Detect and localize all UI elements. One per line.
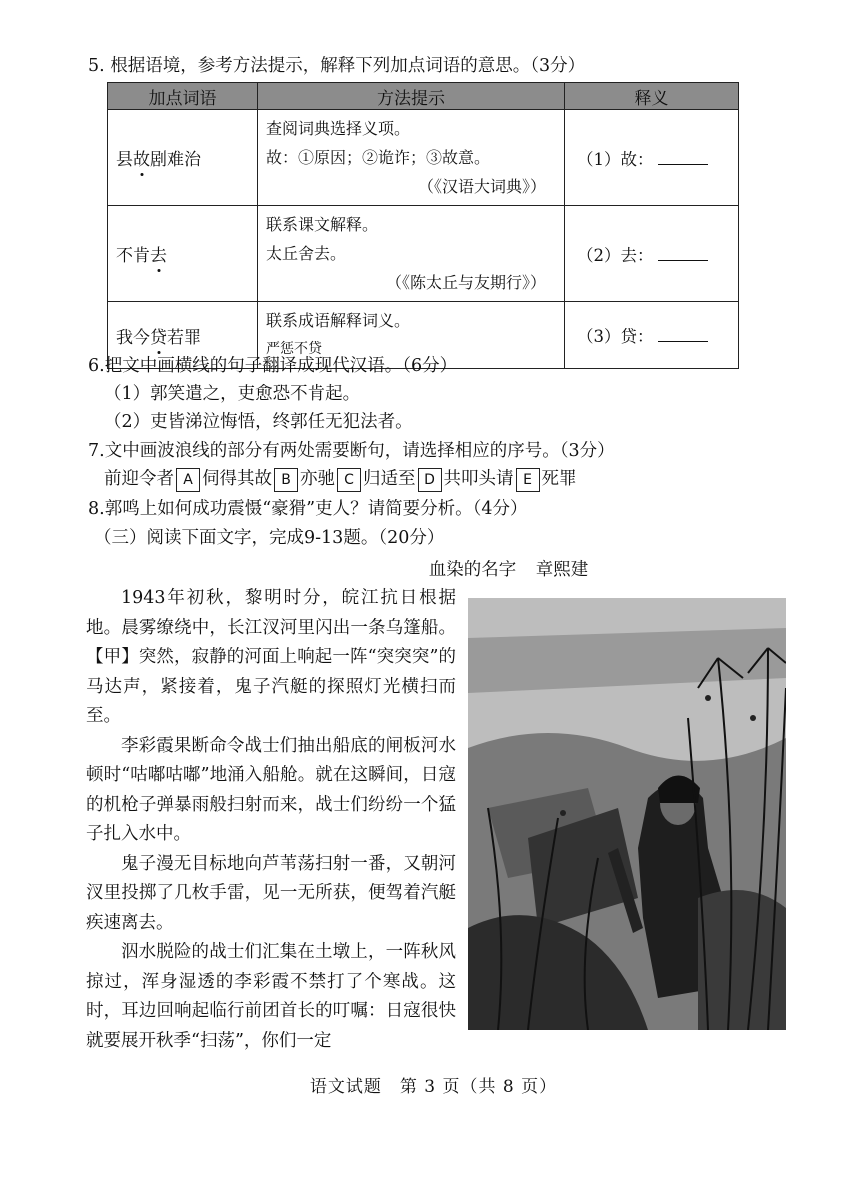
story-author: 章熙建	[535, 560, 589, 580]
story-body	[86, 584, 456, 1056]
break-box-b[interactable]: B	[274, 468, 298, 492]
q7-stem: 7.文中画波浪线的部分有两处需要断句，请选择相应的序号。（3分）	[88, 441, 615, 461]
story-illustration	[468, 598, 786, 1030]
break-box-e[interactable]: E	[516, 468, 540, 492]
q5-table	[107, 82, 739, 369]
answer-cell-3: （3）贷：	[565, 302, 739, 369]
header-word: 加点词语	[108, 83, 258, 110]
answer-blank-2[interactable]	[658, 246, 708, 261]
word-cell-1: 县故剧难治	[108, 110, 258, 206]
method-cell-3: 联系成语解释词义。 严惩不贷	[258, 302, 565, 369]
q5-stem: 5. 根据语境，参考方法提示，解释下列加点词语的意思。（3分）	[88, 56, 586, 76]
story-title: 血染的名字	[428, 560, 517, 580]
story-paragraph: 1943年初秋，黎明时分，皖江抗日根据地。晨雾缭绕中，长江汊河里闪出一条乌篷船。【甲】突然，寂静的河面上响起一阵“突突突”的马达声，紧接着，鬼子汽艇的探照灯光横扫而至。	[86, 588, 456, 726]
header-method: 方法提示	[258, 83, 565, 110]
story-paragraph: 李彩霞果断命令战士们抽出船底的闸板河水顿时“咕嘟咕嘟”地涌入船舱。就在这瞬间，日寇的机枪子弹暴雨般扫射而来，战士们纷纷一个猛子扎入水中。	[86, 735, 456, 844]
q6-stem: 6.把文中画横线的句子翻译成现代汉语。（6分）	[88, 356, 458, 376]
header-meaning: 释义	[565, 83, 739, 110]
method-cell-2: 联系课文解释。 太丘舍去。 （《陈太丘与友期行》）	[258, 206, 565, 302]
method-cell-1: 查阅词典选择义项。 故：①原因；②诡诈；③故意。 （《汉语大词典》）	[258, 110, 565, 206]
section3-heading: （三）阅读下面文字，完成9-13题。（20分）	[94, 528, 445, 548]
answer-cell-2: （2）去：	[565, 206, 739, 302]
word-cell-3: 我今贷若罪	[108, 302, 258, 369]
q6-item-1: （1）郭笑遣之，吏愈恐不肯起。	[104, 384, 361, 404]
break-box-d[interactable]: D	[418, 468, 442, 492]
page-footer: 语文试题 第 3 页（共 8 页）	[309, 1077, 558, 1097]
q7-sentence: 前迎令者 A 伺得其故 B 亦驰 C 归适至 D 共叩头请 E 死罪	[104, 467, 577, 492]
answer-blank-3[interactable]	[658, 327, 708, 342]
answer-blank-1[interactable]	[658, 150, 708, 165]
break-box-c[interactable]: C	[337, 468, 361, 492]
break-box-a[interactable]: A	[176, 468, 200, 492]
answer-cell-1: （1）故：	[565, 110, 739, 206]
word-cell-2: 不肯去	[108, 206, 258, 302]
story-paragraph: 鬼子漫无目标地向芦苇荡扫射一番，又朝河汊里投掷了几枚手雷，见一无所获，便驾着汽艇疾速离去。	[86, 853, 456, 933]
story-title-line	[0, 556, 867, 581]
story-paragraph: 泅水脱险的战士们汇集在土墩上，一阵秋风掠过，浑身湿透的李彩霞不禁打了个寒战。这时，耳边回响起临行前团首长的叮嘱：日寇很快就要展开秋季“扫荡”，你们一定	[86, 942, 456, 1051]
q8-stem: 8.郭鸣上如何成功震慑“豪猾”吏人？请简要分析。（4分）	[88, 499, 528, 519]
q6-item-2: （2）吏皆涕泣悔悟，终郭任无犯法者。	[104, 412, 413, 432]
